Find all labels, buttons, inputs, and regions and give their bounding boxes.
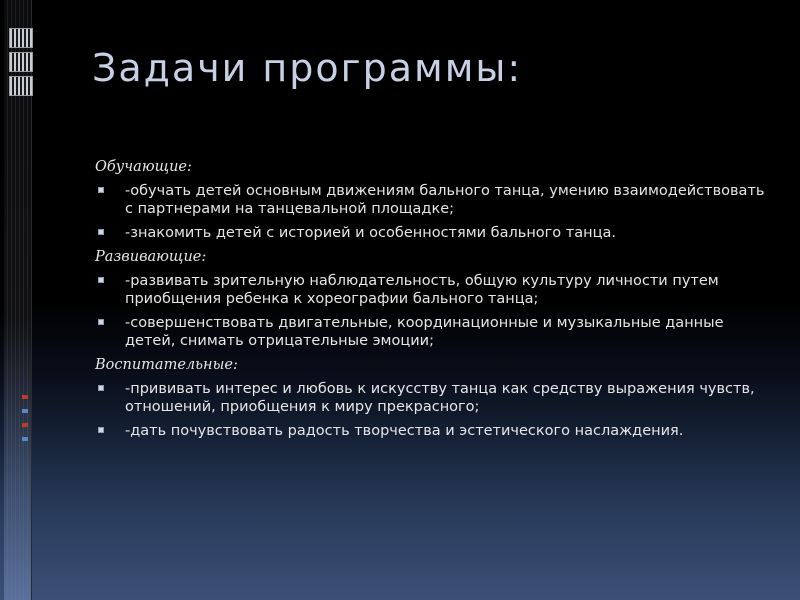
square-bullet-icon <box>98 319 104 325</box>
list-item <box>95 380 775 416</box>
list-item <box>95 272 775 308</box>
square-bullet-icon <box>98 385 104 391</box>
color-tick <box>22 409 28 413</box>
list-item-text: -обучать детей основным движениям бального танца, умению взаимодействовать с партнерами на танцевальной площадке; <box>125 183 765 217</box>
list-item-text: -дать почувствовать радость творчества и эстетического наслаждения. <box>125 423 684 439</box>
section-heading: Развивающие: <box>95 249 207 265</box>
pattern-square <box>9 52 33 72</box>
section-educational <box>95 158 775 242</box>
pattern-square <box>9 28 33 48</box>
list-item <box>95 314 775 350</box>
section-heading: Обучающие: <box>95 159 192 175</box>
color-tick <box>22 423 28 427</box>
slide-title: Задачи программы: <box>92 46 523 90</box>
section-heading: Воспитательные: <box>95 357 238 373</box>
pattern-square <box>9 76 33 96</box>
list-item <box>95 422 775 440</box>
list-item-text: -знакомить детей с историей и особенностями бального танца. <box>125 225 616 241</box>
color-tick <box>22 395 28 399</box>
list-item <box>95 182 775 218</box>
list-item-text: -прививать интерес и любовь к искусству танца как средству выражения чувств, отношений, приобщения к миру прекрасного; <box>125 381 755 415</box>
decorative-color-ticks <box>22 395 28 455</box>
list-item-text: -совершенствовать двигательные, координационные и музыкальные данные детей, снимать отрицательные эмоции; <box>125 315 724 349</box>
color-tick <box>22 437 28 441</box>
decorative-pattern-squares <box>9 20 31 100</box>
list-item <box>95 224 775 242</box>
square-bullet-icon <box>98 229 104 235</box>
section-developmental <box>95 248 775 350</box>
list-item-text: -развивать зрительную наблюдательность, общую культуру личности путем приобщения ребенка к хореографии бального танца; <box>125 273 719 307</box>
square-bullet-icon <box>98 427 104 433</box>
square-bullet-icon <box>98 277 104 283</box>
section-upbringing <box>95 356 775 440</box>
square-bullet-icon <box>98 187 104 193</box>
slide-body <box>95 158 775 446</box>
